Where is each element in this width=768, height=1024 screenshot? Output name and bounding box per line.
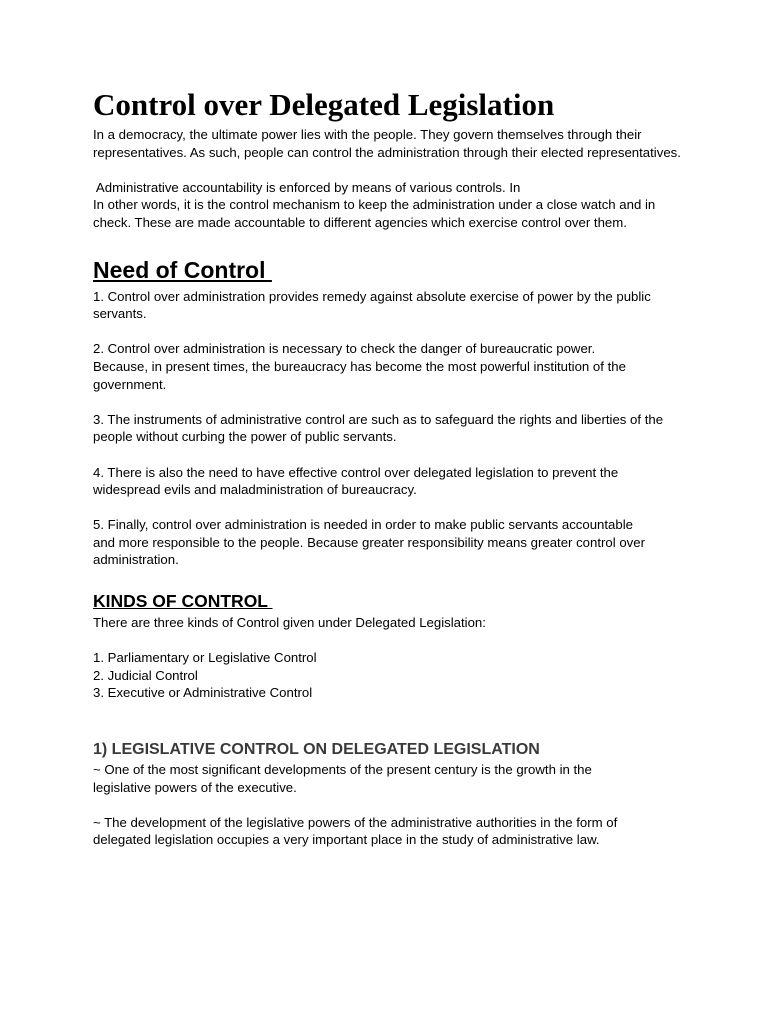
list-item: 1. Parliamentary or Legislative Control xyxy=(93,650,317,666)
paragraph-gap xyxy=(93,632,683,650)
paragraph-gap xyxy=(93,796,683,814)
intro-paragraph: In a democracy, the ultimate power lies with the people. They govern themselves through their representatives. As such, people can control the administration through their elected representatives. xyxy=(93,127,681,160)
list-item: 4. There is also the need to have effective control over delegated legislation to prevent the widespread evils and maladministration of bureaucracy. xyxy=(93,464,619,498)
body-paragraph: ~ The development of the legislative powers of the administrative authorities in the form of delegated legislation occupies a very important place in the study of administrative law. xyxy=(93,814,618,848)
intro-line: Administrative accountability is enforced by means of various controls. In xyxy=(93,179,521,195)
list-item: 3. The instruments of administrative control are such as to safeguard the rights and liberties of the people without curbing the power of public servants. xyxy=(93,411,664,445)
section-heading-need-of-control: Need of Control xyxy=(93,256,272,283)
page-title: Control over Delegated Legislation xyxy=(93,87,555,122)
kinds-intro: There are three kinds of Control given under Delegated Legislation: xyxy=(93,615,486,631)
document-page xyxy=(93,86,683,849)
list-item: 5. Finally, control over administration is needed in order to make public servants accountable and more responsible to the people. Because greater responsibility means greater control over administration. xyxy=(93,517,645,568)
intro-paragraph xyxy=(93,179,683,232)
paragraph-gap xyxy=(93,499,683,517)
section-heading-kinds-of-control: KINDS OF CONTROL xyxy=(93,591,273,612)
list-item: 1. Control over administration provides remedy against absolute exercise of power by the public servants. xyxy=(93,288,651,322)
paragraph-gap xyxy=(93,446,683,464)
paragraph-gap xyxy=(93,161,683,179)
paragraph-gap xyxy=(93,323,683,341)
list-item: 2. Control over administration is necessary to check the danger of bureaucratic power. Because, in present times, the bureaucracy has become the most powerful institution of the government. xyxy=(93,341,626,392)
section-heading-legislative-control: 1) LEGISLATIVE CONTROL ON DELEGATED LEGISLATION xyxy=(93,741,540,759)
intro-line: In other words, it is the control mechanism to keep the administration under a close watch and in check. These are made accountable to different agencies which exercise control over them. xyxy=(93,197,656,230)
paragraph-gap xyxy=(93,393,683,411)
body-paragraph: ~ One of the most significant developments of the present century is the growth in the legislative powers of the executive. xyxy=(93,762,592,795)
list-item: 2. Judicial Control xyxy=(93,667,198,683)
list-item: 3. Executive or Administrative Control xyxy=(93,685,313,701)
